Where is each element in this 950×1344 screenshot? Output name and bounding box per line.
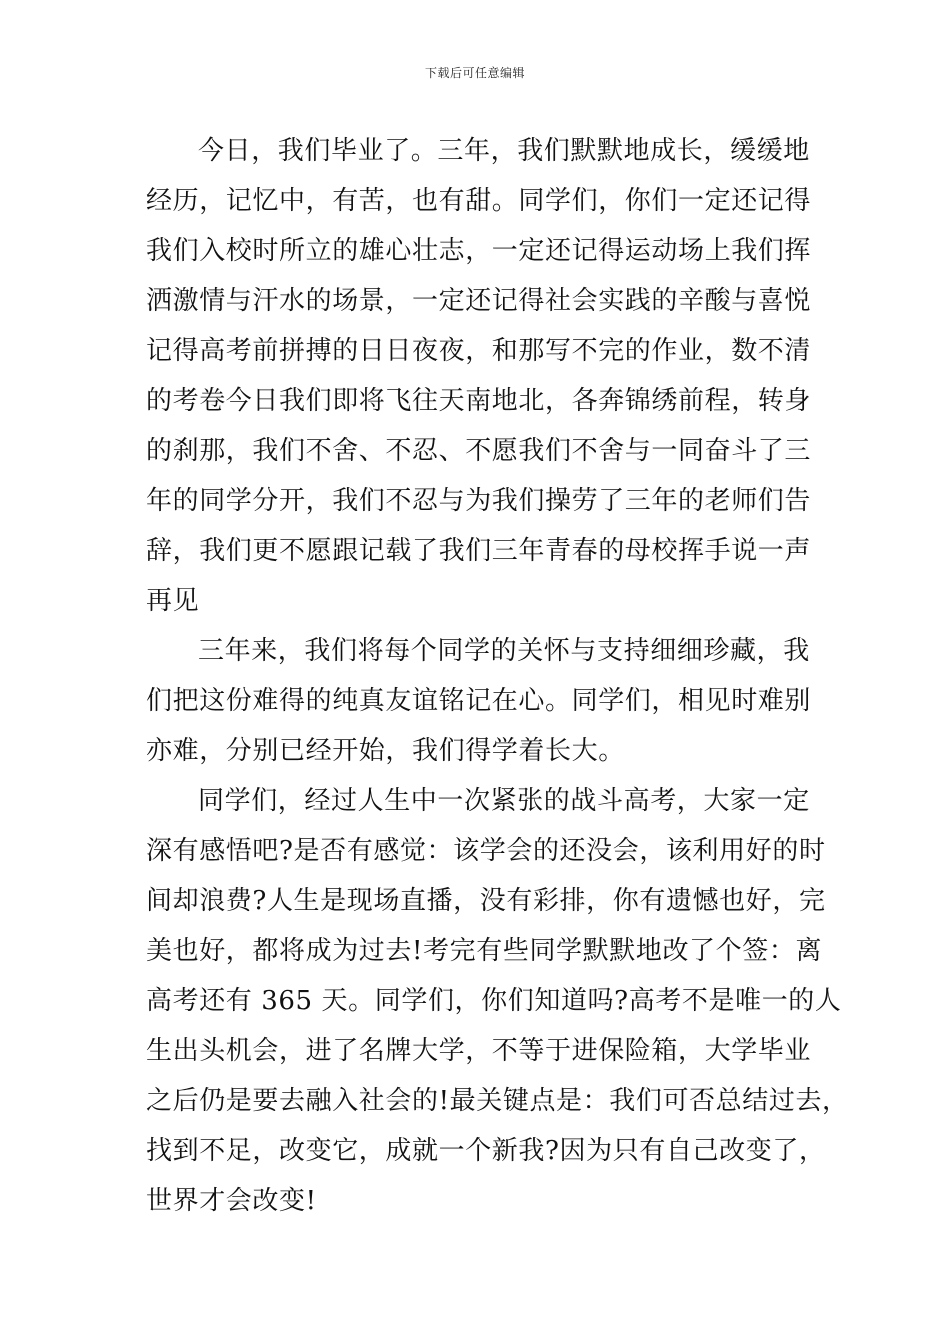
text-line: 深有感悟吧?是否有感觉：该学会的还没会，该利用好的时 <box>146 836 826 866</box>
text-line: 亦难，分别已经开始，我们得学着长大。 <box>146 736 625 766</box>
paragraph-3 <box>146 776 849 1226</box>
paragraph-1 <box>146 126 816 626</box>
text-line: 经历，记忆中，有苦，也有甜。同学们，你们一定还记得 <box>146 186 812 216</box>
text-line: 记得高考前拼搏的日日夜夜，和那写不完的作业，数不清 <box>146 336 812 366</box>
text-line: 之后仍是要去融入社会的!最关键点是：我们可否总结过去， <box>146 1086 849 1116</box>
text-line: 三年来，我们将每个同学的关怀与支持细细珍藏，我 <box>198 636 810 666</box>
text-line: 的考卷今日我们即将飞往天南地北，各奔锦绣前程，转身 <box>146 386 812 416</box>
text-line: 年的同学分开，我们不忍与为我们操劳了三年的老师们告 <box>146 486 812 516</box>
text-line: 间却浪费?人生是现场直播，没有彩排，你有遗憾也好，完 <box>146 886 826 916</box>
page-header: 下载后可任意编辑 <box>424 66 525 80</box>
text-line: 辞，我们更不愿跟记载了我们三年青春的母校挥手说一声 <box>146 536 812 566</box>
text-line: 再见 <box>146 586 200 616</box>
text-line: 们把这份难得的纯真友谊铭记在心。同学们，相见时难别 <box>146 686 812 716</box>
text-line: 世界才会改变! <box>146 1186 317 1216</box>
text-line: 的刹那，我们不舍、不忍、不愿我们不舍与一同奋斗了三 <box>146 436 812 466</box>
text-line: 今日，我们毕业了。三年，我们默默地成长，缓缓地 <box>198 136 810 166</box>
text-line: 同学们，经过人生中一次紧张的战斗高考，大家一定 <box>198 786 810 816</box>
text-line: 找到不足，改变它，成就一个新我?因为只有自己改变了， <box>146 1136 826 1166</box>
paragraph-2 <box>146 626 816 776</box>
text-line: 生出头机会，进了名牌大学，不等于进保险箱，大学毕业 <box>146 1036 812 1066</box>
text-line: 高考还有 365 天。同学们，你们知道吗?高考不是唯一的人 <box>146 986 842 1016</box>
document-body <box>146 126 849 1226</box>
text-line: 洒激情与汗水的场景，一定还记得社会实践的辛酸与喜悦 <box>146 286 812 316</box>
text-line: 我们入校时所立的雄心壮志，一定还记得运动场上我们挥 <box>146 236 812 266</box>
text-line: 美也好，都将成为过去!考完有些同学默默地改了个签：离 <box>146 936 823 966</box>
